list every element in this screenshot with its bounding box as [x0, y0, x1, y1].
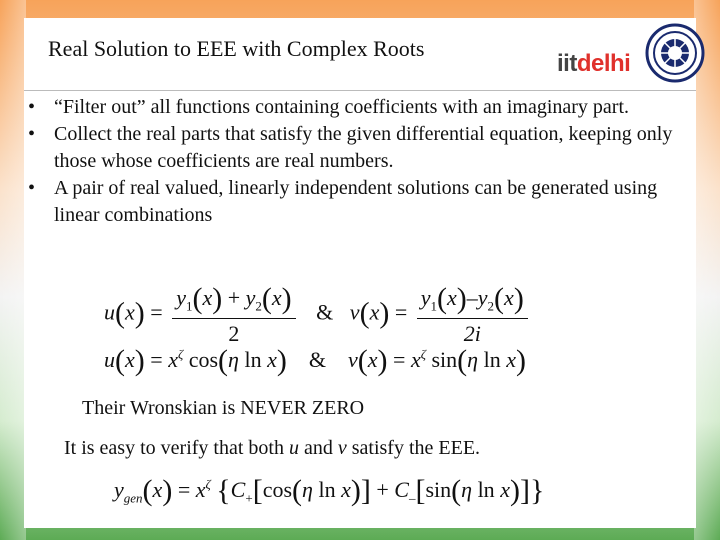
eq-arg: x: [447, 285, 457, 310]
eq-arg: x: [367, 347, 378, 372]
eq-u-symbol: u: [104, 347, 115, 372]
eq-denominator-u: 2: [228, 321, 240, 346]
eq-arg: x: [125, 347, 135, 372]
eq-v-fraction: $\frac{y_1(x)-y_2(x)}{2i}$: [417, 282, 528, 347]
eq-zeta: ζ: [420, 346, 426, 362]
eq-arg: x: [500, 477, 510, 502]
equation-general-solution: $y_{gen}(x) = x^\zeta$ {$C_+[\cos(\eta$ $\ln x)] + C_-[\sin(\eta$ ln x)]}: [114, 474, 545, 507]
eq-cos: cos: [262, 477, 293, 502]
eq-arg: x: [152, 477, 163, 502]
verify-text-pre: It is easy to verify that both: [64, 437, 289, 459]
eq-arg: x: [341, 477, 351, 502]
eq-y2: y: [245, 285, 256, 310]
bullet-text-3: A pair of real valued, linearly independent solutions can be generated using linear combinations: [54, 177, 658, 226]
eq-zeta: ζ: [177, 346, 184, 362]
bullet-item-1: • “Filter out” all functions containing coefficients with an imaginary part.: [28, 96, 630, 118]
logo-part-delhi: delhi: [576, 50, 631, 77]
eq-arg: x: [506, 347, 516, 372]
eq-sub1: 1: [430, 298, 438, 314]
eq-ampersand: &: [316, 299, 334, 325]
slide-title: Real Solution to EEE with Complex Roots: [48, 36, 425, 61]
eq-eta: η: [461, 477, 473, 502]
eq-arg: x: [125, 299, 135, 325]
eq-y1: y: [176, 285, 186, 310]
eq-ln: ln: [244, 347, 262, 372]
eq-arg: x: [271, 285, 282, 310]
eq-eta: η: [467, 347, 479, 372]
eq-u-symbol: u: [104, 299, 115, 325]
equation-real-solutions: $u(x) = x^\zeta$ cos(η ln x) & $v(x) = x^\zeta$ sin(η ln x): [104, 344, 526, 377]
eq-arg: x: [168, 347, 178, 372]
bullet-text-2: Collect the real parts that satisfy the given differential equation, keeping only those whose coefficients are real numbers.: [54, 123, 673, 172]
bullet-text-1: “Filter out” all functions containing coefficients with an imaginary part.: [54, 96, 630, 118]
eq-ampersand: &: [308, 347, 326, 372]
eq-ln: ln: [477, 477, 495, 502]
eq-ln: ln: [483, 347, 501, 372]
wronskian-statement: Their Wronskian is NEVER ZERO: [82, 397, 365, 419]
eq-arg: x: [410, 347, 421, 372]
iit-emblem-icon: [645, 23, 705, 83]
eq-eta: η: [228, 347, 239, 372]
eq-minus: –: [466, 285, 478, 310]
verify-text-mid: and: [298, 437, 338, 459]
eq-v-symbol: v: [349, 299, 360, 325]
eq-denominator-v: 2i: [463, 321, 481, 346]
iit-delhi-logo: [557, 50, 630, 78]
eq-u-fraction: $\frac{y_1(x) + y_2(x)}{2}$: [172, 282, 295, 347]
eq-c-plus: C: [230, 477, 246, 502]
eq-arg: x: [202, 285, 213, 310]
eq-cos: cos: [188, 347, 219, 372]
eq-gen-sub: gen: [123, 490, 143, 506]
verify-u: u: [288, 437, 299, 459]
eq-y1: y: [420, 285, 431, 310]
verification-statement: [64, 437, 480, 460]
logo-part-iit: iit: [557, 50, 577, 77]
equation-linear-combinations: u(x) = $\frac{y_1(x) + y_2(x)}{2}$ & v(x) = $\frac{y_1(x)-y_2(x)}{2i}$: [104, 282, 532, 347]
eq-c-minus: C: [394, 477, 409, 502]
eq-y-gen: y: [114, 477, 124, 502]
eq-sin: sin: [431, 347, 458, 372]
eq-arg: x: [369, 299, 380, 325]
verify-text-post: satisfy the EEE.: [346, 437, 481, 459]
bullet-list: [28, 94, 698, 229]
eq-y2: y: [477, 285, 488, 310]
eq-arg: x: [504, 285, 514, 310]
eq-ln: ln: [318, 477, 336, 502]
eq-sub1: 1: [185, 298, 193, 314]
eq-sub2: 2: [487, 298, 495, 314]
eq-arg: x: [267, 347, 277, 372]
frame-left-border: [0, 0, 26, 540]
eq-arg: x: [195, 477, 206, 502]
title-divider: [24, 90, 696, 91]
eq-plus: +: [227, 285, 241, 310]
eq-sub2: 2: [255, 298, 262, 314]
eq-eta: η: [302, 477, 313, 502]
eq-c-plus-sub: +: [245, 490, 253, 506]
eq-c-minus-sub: –: [408, 490, 416, 506]
bullet-item-2: • Collect the real parts that satisfy the given differential equation, keeping only those whose coefficients are real numbers.: [28, 123, 673, 172]
verify-v: v: [337, 437, 347, 459]
eq-zeta: ζ: [205, 476, 211, 492]
eq-v-symbol: v: [347, 347, 358, 372]
bullet-item-3: • A pair of real valued, linearly independent solutions can be generated using linear combinations: [28, 177, 658, 226]
eq-sin: sin: [425, 477, 452, 502]
